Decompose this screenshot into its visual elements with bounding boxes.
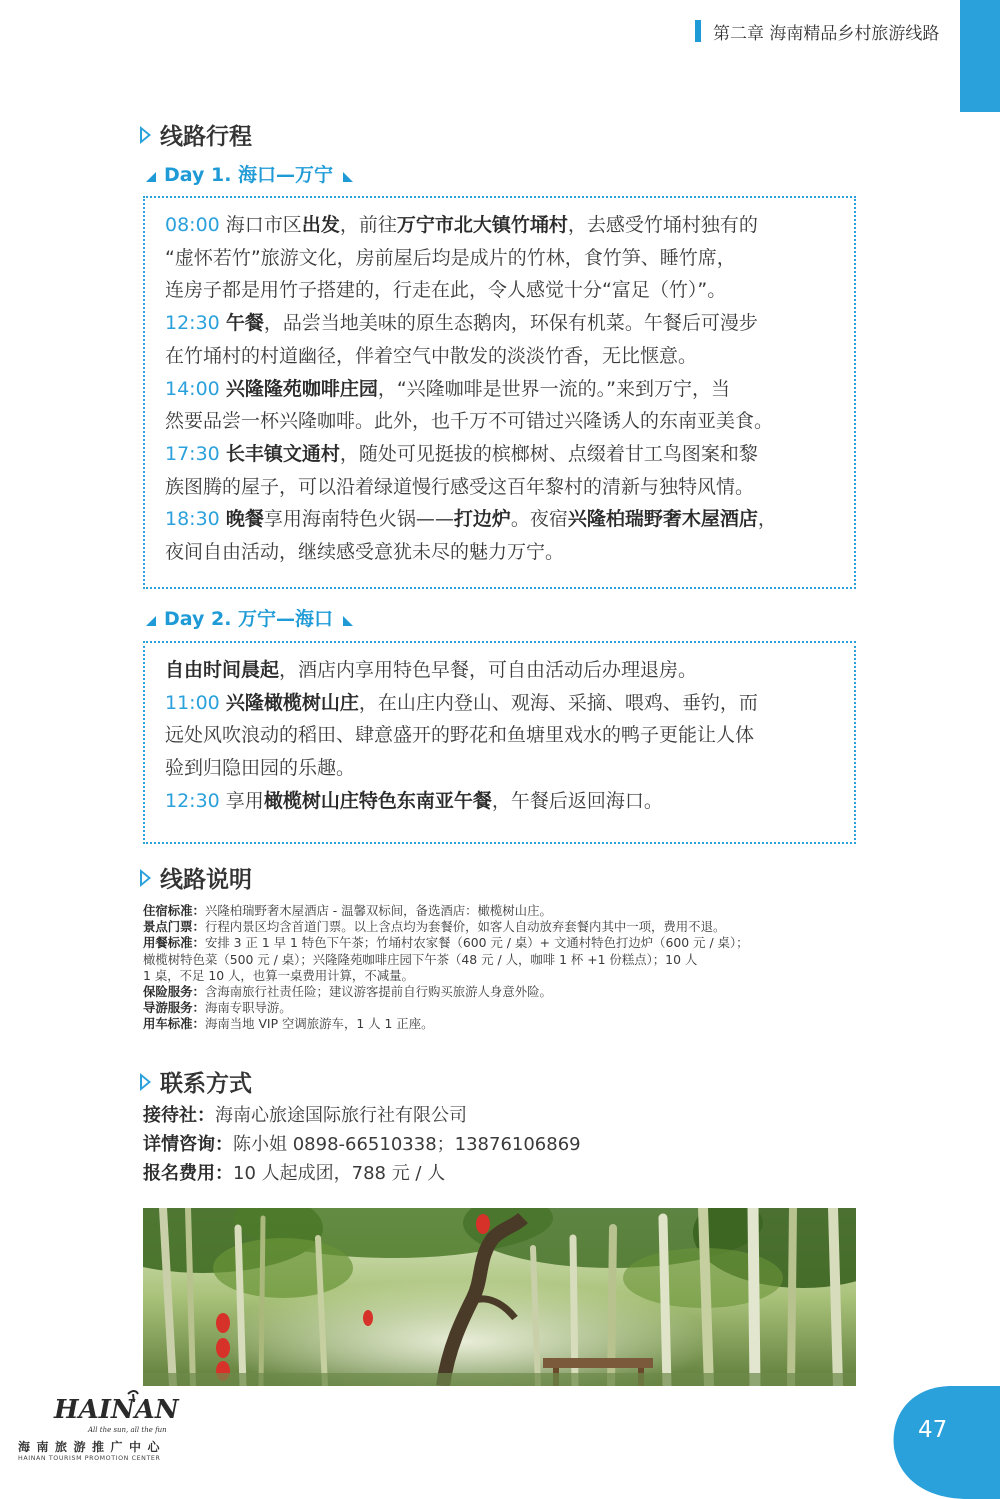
note-line	[143, 903, 863, 919]
section-title-itinerary	[140, 118, 252, 151]
highlight-text: 兴隆柏瑞野奢木屋酒店	[567, 508, 758, 531]
note-text: 海南专职导游。	[204, 1000, 292, 1016]
line-text: ，午餐后返回海口。	[491, 789, 663, 812]
time-label: 17:30	[165, 442, 220, 465]
time-label: 18:30	[165, 508, 220, 531]
note-text: 海南当地 VIP 空调旅游车，1 人 1 正座。	[204, 1016, 434, 1032]
contact-value: 10 人起成团，788 元 / 人	[233, 1163, 446, 1184]
corner-tab	[960, 0, 1000, 112]
itinerary-line	[165, 785, 836, 818]
triangle-icon	[140, 126, 151, 144]
note-line	[143, 1000, 863, 1016]
note-label: 景点门票：	[143, 919, 205, 935]
highlight-text: 橄榄树山庄特色东南亚午餐	[263, 789, 492, 812]
triangle-icon	[140, 869, 151, 887]
bamboo-forest-illustration	[143, 1208, 856, 1386]
note-line	[143, 919, 863, 935]
corner-triangle-icon	[343, 616, 353, 626]
note-text: 含海南旅行社责任险；建议游客提前自行购买旅游人身意外险。	[204, 984, 552, 1000]
logo-wordmark: HAINAN	[54, 1395, 179, 1425]
highlight-text: 兴隆隆苑咖啡庄园	[225, 377, 378, 400]
itinerary-line	[165, 209, 836, 242]
highlight-text: 晚餐	[225, 508, 264, 531]
highlight-text: 万宁市北大镇竹埇村	[396, 214, 568, 236]
line-text: ，“兴隆咖啡是世界一流的。”来到万宁，当	[377, 377, 731, 400]
org-name-en: HAINAN TOURISM PROMOTION CENTER	[18, 1455, 161, 1462]
itinerary-line	[165, 373, 836, 406]
contact-info	[143, 1101, 581, 1188]
day2-title	[146, 604, 353, 631]
line-text: ，随处可见挺拔的槟榔树、点缀着甘工鸟图案和黎	[339, 442, 758, 465]
corner-triangle-icon	[146, 172, 156, 182]
note-text: 行程内景区均含首道门票。以上含点均为套餐价，如客人自动放弃套餐内其中一项，费用不退。	[204, 919, 726, 935]
day2-title-text: Day 2. 万宁—海口	[164, 608, 334, 630]
note-text: 1 桌，不足 10 人，也算一桌费用计算，不减量。	[143, 967, 414, 983]
section-title-text: 线路说明	[160, 867, 252, 893]
note-label: 住宿标准：	[143, 903, 205, 918]
note-text: 兴隆柏瑞野奢木屋酒店 - 温馨双标间，备选酒店：橄榄树山庄。	[204, 903, 552, 918]
highlight-text: 午餐	[225, 312, 264, 335]
note-text: 安排 3 正 1 早 1 特色下午茶；竹埇村农家餐（600 元 / 桌）+ 文通村特色打边炉（600 元 / 桌）；	[204, 935, 749, 951]
line-text: ，在山庄内登山、观海、采摘、喂鸡、垂钓，而	[358, 691, 758, 714]
itinerary-line: 连房子都是用竹子搭建的，行走在此，令人感觉十分“富足（竹）”。	[165, 279, 727, 302]
note-label: 用车标准：	[143, 1016, 205, 1032]
hainan-wordmark-icon	[18, 1388, 190, 1438]
contact-label: 报名费用：	[143, 1163, 233, 1184]
contact-line	[143, 1130, 581, 1159]
itinerary-line: 族图腾的屋子，可以沿着绿道慢行感受这百年黎村的清新与独特风情。	[165, 475, 755, 498]
highlight-text: 长丰镇文通村	[225, 442, 340, 465]
line-text: ，前往	[339, 214, 397, 236]
contact-label: 详情咨询：	[143, 1134, 233, 1155]
section-title-text: 联系方式	[160, 1071, 252, 1097]
line-text: ，	[757, 508, 777, 531]
time-label: 12:30	[165, 312, 220, 335]
note-line	[143, 1016, 863, 1032]
day2-box	[143, 641, 856, 844]
note-line	[143, 935, 863, 951]
route-notes	[143, 903, 863, 1033]
line-text: 享用海南特色火锅——	[263, 508, 454, 531]
day1-box	[143, 196, 856, 589]
highlight-text: 兴隆橄榄树山庄	[225, 691, 359, 714]
line-text: 海口市区	[219, 214, 302, 236]
itinerary-line: 夜间自由活动，继续感受意犹未尽的魅力万宁。	[165, 541, 565, 564]
itinerary-line	[165, 438, 836, 471]
logo-tagline: All the sun, all the fun	[88, 1426, 167, 1434]
note-label: 保险服务：	[143, 984, 205, 1000]
header-accent-bar	[695, 20, 701, 42]
note-text: 橄榄树特色菜（500 元 / 桌）；兴隆隆苑咖啡庄园下午茶（48 元 / 人，咖啡 1 杯 +1 份糕点）；10 人	[143, 951, 698, 967]
itinerary-line: 远处风吹浪动的稻田、肆意盛开的野花和鱼塘里戏水的鸭子更能让人体	[165, 724, 755, 747]
itinerary-line: “虚怀若竹”旅游文化，房前屋后均是成片的竹林，食竹笋、睡竹席，	[165, 246, 736, 269]
note-label: 导游服务：	[143, 1000, 205, 1016]
section-title-notes	[140, 861, 252, 894]
time-label: 11:00	[165, 691, 220, 714]
page-number: 47	[918, 1417, 948, 1443]
note-line	[143, 952, 863, 968]
line-text: 享用	[219, 789, 264, 812]
line-text: 。夜宿	[510, 508, 568, 531]
itinerary-line: 验到归隐田园的乐趣。	[165, 757, 356, 780]
section-title-text: 线路行程	[160, 124, 252, 150]
time-label: 08:00	[165, 214, 220, 236]
day1-title	[146, 160, 353, 187]
contact-label: 接待社：	[143, 1105, 215, 1126]
day1-title-text: Day 1. 海口—万宁	[164, 164, 334, 186]
contact-line	[143, 1101, 581, 1130]
itinerary-line	[165, 503, 836, 536]
line-text: ，酒店内享用特色早餐，可自由活动后办理退房。	[279, 659, 698, 681]
triangle-icon	[140, 1073, 151, 1091]
line-text: ，品尝当地美味的原生态鹅肉，环保有机菜。午餐后可漫步	[263, 312, 758, 335]
itinerary-line: 然要品尝一杯兴隆咖啡。此外，也千万不可错过兴隆诱人的东南亚美食。	[165, 410, 774, 433]
line-text: ，去感受竹埇村独有的	[567, 214, 758, 236]
time-label: 12:30	[165, 789, 220, 812]
contact-value: 陈小姐 0898-66510338；13876106869	[233, 1134, 581, 1155]
bamboo-forest-photo	[143, 1208, 856, 1386]
section-title-contact	[140, 1065, 252, 1098]
corner-triangle-icon	[146, 616, 156, 626]
itinerary-line	[165, 307, 836, 340]
highlight-text: 打边炉	[453, 508, 511, 531]
note-line	[143, 984, 863, 1000]
corner-triangle-icon	[343, 172, 353, 182]
itinerary-line	[165, 654, 836, 687]
highlight-text: 出发	[301, 214, 340, 236]
chapter-header	[695, 18, 939, 44]
contact-line	[143, 1159, 581, 1188]
org-name: 海南旅游推广中心	[18, 1440, 167, 1454]
itinerary-line: 在竹埇村的村道幽径，伴着空气中散发的淡淡竹香，无比惬意。	[165, 344, 698, 367]
highlight-text: 自由时间晨起	[165, 659, 280, 681]
chapter-label: 第二章 海南精品乡村旅游线路	[713, 23, 940, 44]
note-label: 用餐标准：	[143, 935, 205, 951]
time-label: 14:00	[165, 377, 220, 400]
contact-value: 海南心旅途国际旅行社有限公司	[215, 1105, 467, 1126]
itinerary-line	[165, 687, 836, 720]
note-line	[143, 968, 863, 984]
